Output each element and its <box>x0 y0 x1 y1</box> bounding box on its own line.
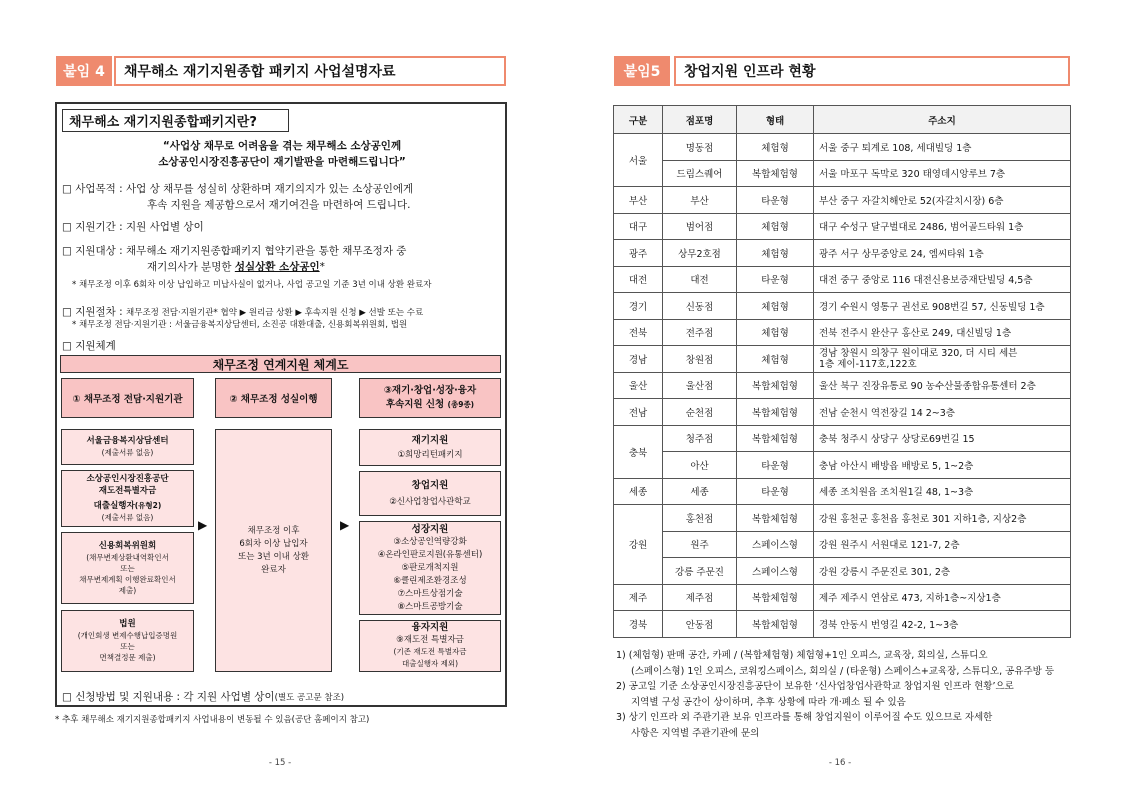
inst-ccrs-sub-1: (채무변제상환내역확인서 <box>86 552 169 562</box>
page-number-16: - 16 - <box>828 758 852 768</box>
cell-address: 서울 중구 퇴계로 108, 세대빌딩 1층 <box>814 134 1071 161</box>
note-1-cont: (스페이스형) 1인 오피스, 코워킹스페이스, 회의실 / (타운형) 스페이스+교육장, 스튜디오, 공유주방 등 <box>631 665 1055 677</box>
cell-store: 안동점 <box>663 611 737 638</box>
support-growth-item-4: ⑥클린제조환경조성 <box>393 575 467 586</box>
target-note: * 채무조정 이후 6회차 이상 납입하고 미납사실이 없거나, 사업 공고일 기준 3년 이내 상환 완료자 <box>72 280 432 290</box>
inst-semas-line-1: 소상공인시장진흥공단 <box>86 474 169 484</box>
condition-line-3: 또는 3년 이내 상환 <box>238 551 309 562</box>
cell-region: 제주 <box>614 584 663 611</box>
cell-address: 전북 전주시 완산구 홍산로 249, 대신빌딩 1층 <box>814 319 1071 346</box>
cell-region: 울산 <box>614 372 663 399</box>
cell-store: 원주 <box>663 531 737 558</box>
table-row <box>614 293 1071 320</box>
inst-court-sub-2: 또는 <box>120 642 135 651</box>
cell-address: 경북 안동시 번영길 42-2, 1~3층 <box>814 611 1071 638</box>
cell-type: 체험형 <box>737 319 814 346</box>
table-row <box>614 478 1071 505</box>
inst-seoul <box>61 429 194 465</box>
cell-type: 타운형 <box>737 187 814 214</box>
cell-store: 강릉 주문진 <box>663 558 737 585</box>
appendix-tag-5: 붙임5 <box>614 56 670 86</box>
table-row <box>614 531 1071 558</box>
support-loan-name: 융자지원 <box>411 622 449 633</box>
address-line-2: 1층 제이-117호,122호 <box>819 358 917 370</box>
inst-semas <box>61 470 194 527</box>
intro-quote <box>62 138 502 170</box>
header-store: 점포명 <box>663 106 737 134</box>
cell-address: 충북 청주시 상당구 상당로69번길 15 <box>814 425 1071 452</box>
note-2: 2) 공고일 기준 소상공인시장진흥공단이 보유한 ‘신사업창업사관학교 창업지원 인프라 현황’으로 <box>616 681 1014 692</box>
inst-ccrs-sub-4: 제출) <box>118 585 137 595</box>
table-row <box>614 134 1071 161</box>
cell-type: 체험형 <box>737 134 814 161</box>
target-highlight: 성실상환 소상공인 <box>234 261 320 273</box>
col1-header: ① 채무조정 전담·지원기관 <box>61 378 194 418</box>
cell-region: 충북 <box>614 425 663 478</box>
support-growth-item-2: ④온라인판로지원(유통센터) <box>377 549 483 560</box>
support-loan <box>359 620 501 672</box>
cell-region: 광주 <box>614 240 663 267</box>
target-line-2: 재기의사가 분명한 <box>147 261 235 273</box>
cell-store: 부산 <box>663 187 737 214</box>
table-row <box>614 319 1071 346</box>
cell-address: 세종 조치원읍 조치원1길 48, 1~3층 <box>814 478 1071 505</box>
cell-type: 복합체험형 <box>737 611 814 638</box>
quote-line-2: 소상공인시장진흥공단이 재기발판을 마련해드립니다” <box>158 156 406 168</box>
repayment-condition <box>215 429 332 672</box>
cell-store: 전주점 <box>663 319 737 346</box>
appendix-tag-4: 붙임 4 <box>56 56 112 86</box>
cell-region: 부산 <box>614 187 663 214</box>
note-3-cont: 사항은 지역별 주관기관에 문의 <box>631 727 760 739</box>
condition-line-4: 완료자 <box>261 564 286 575</box>
cell-store: 아산 <box>663 452 737 479</box>
cell-address: 경기 수원시 영통구 권선로 908번길 57, 신동빌딩 1층 <box>814 293 1071 320</box>
support-startup-item-1: ②신사업창업사관학교 <box>389 496 471 507</box>
procedure-steps: 채무조정 전담·지원기관* 협약 ▶ 원리금 상환 ▶ 후속지원 신청 ▶ 선발 또는 수료 <box>126 308 424 318</box>
cell-address <box>814 346 1071 373</box>
cell-store: 드림스퀘어 <box>663 160 737 187</box>
cell-region: 전남 <box>614 399 663 426</box>
table-row <box>614 505 1071 532</box>
target-block <box>62 243 506 275</box>
support-restart <box>359 429 501 466</box>
cell-address: 대구 수성구 달구벌대로 2486, 범어골드타워 1층 <box>814 213 1071 240</box>
address-line-1: 경남 창원시 의창구 원이대로 320, 더 시티 세븐 <box>819 347 1018 359</box>
cell-region: 경남 <box>614 346 663 373</box>
table-notes <box>616 648 1076 741</box>
table-body <box>614 134 1071 638</box>
table-row <box>614 372 1071 399</box>
cell-address: 부산 중구 자갈치해안로 52(자갈치시장) 6층 <box>814 187 1071 214</box>
table-row <box>614 240 1071 267</box>
table-row <box>614 452 1071 479</box>
cell-address: 충남 아산시 배방읍 배방로 5, 1~2층 <box>814 452 1071 479</box>
cell-region: 세종 <box>614 478 663 505</box>
cell-address: 제주 제주시 연삼로 473, 지하1층~지상1층 <box>814 584 1071 611</box>
col3-header-line-1: ③재기·창업·성장·융자 <box>383 385 477 396</box>
cell-type: 복합체험형 <box>737 160 814 187</box>
support-growth-item-1: ③소상공인역량강화 <box>393 536 467 547</box>
target-asterisk: * <box>319 261 325 273</box>
inst-court-sub-1: (개인회생 변제수행납입증명원 <box>77 631 178 640</box>
support-loan-sub-2: 대출실행자 제외) <box>401 659 459 668</box>
target-line-1: □ 지원대상 : 채무해소 재기지원종합패키지 협약기관을 통한 채무조정자 중 <box>62 245 407 257</box>
cell-type: 타운형 <box>737 478 814 505</box>
diagram-title: 채무조정 연계지원 체계도 <box>60 355 501 373</box>
cell-region: 대전 <box>614 266 663 293</box>
cell-region: 대구 <box>614 213 663 240</box>
inst-seoul-name: 서울금융복지상담센터 <box>86 436 169 446</box>
support-growth-item-3: ⑤판로개척지원 <box>401 562 459 573</box>
cell-store: 범어점 <box>663 213 737 240</box>
cell-store: 창원점 <box>663 346 737 373</box>
system-label: □ 지원체계 <box>62 340 116 352</box>
cell-store: 제주점 <box>663 584 737 611</box>
cell-store: 대전 <box>663 266 737 293</box>
cell-address: 서울 마포구 독막로 320 태영데시앙루브 7층 <box>814 160 1071 187</box>
apply-note: (별도 공고문 참조) <box>274 693 345 703</box>
inst-court-sub-3: 면책결정문 제출) <box>99 653 156 662</box>
header-address: 주소지 <box>814 106 1071 134</box>
cell-store: 청주점 <box>663 425 737 452</box>
inst-court <box>61 610 194 672</box>
inst-ccrs <box>61 532 194 604</box>
cell-type: 체험형 <box>737 240 814 267</box>
col3-header-count: (총9종) <box>447 400 475 409</box>
support-startup-name: 창업지원 <box>411 479 449 491</box>
col3-header-line-2: 후속지원 신청 <box>385 399 448 410</box>
table-row <box>614 160 1071 187</box>
inst-semas-type: (유형2) <box>134 501 162 510</box>
inst-semas-line-3: 대출실행자 <box>93 501 135 511</box>
cell-region: 경기 <box>614 293 663 320</box>
col2-header: ② 채무조정 성실이행 <box>215 378 332 418</box>
cell-address: 강원 강릉시 주문진로 301, 2층 <box>814 558 1071 585</box>
support-growth <box>359 521 501 615</box>
cell-address: 강원 홍천군 홍천읍 홍천로 301 지하1층, 지상2층 <box>814 505 1071 532</box>
note-1: 1) (체험형) 판매 공간, 카페 / (복합체험형) 체험형+1인 오피스, 교육장, 회의실, 스튜디오 <box>616 650 988 661</box>
period-line: □ 지원기간 : 지원 사업별 상이 <box>62 221 204 233</box>
table-row <box>614 425 1071 452</box>
appendix-title-4: 채무해소 재기지원종합 패키지 사업설명자료 <box>114 56 506 86</box>
support-restart-name: 재기지원 <box>411 434 449 446</box>
page-number-15: - 15 - <box>268 758 292 768</box>
cell-type: 복합체험형 <box>737 505 814 532</box>
table-header-row <box>614 106 1071 134</box>
cell-type: 스페이스형 <box>737 558 814 585</box>
purpose-line-1: □ 사업목적 : 사업 상 채무를 성실히 상환하며 재기의지가 있는 소상공인에게 <box>62 183 414 195</box>
apply-line <box>62 685 344 704</box>
cell-store: 명동점 <box>663 134 737 161</box>
table-row <box>614 266 1071 293</box>
purpose-line-2: 후속 지원을 제공함으로서 재기여건을 마련하여 드립니다. <box>147 199 411 211</box>
header-type: 형태 <box>737 106 814 134</box>
footnote: * 추후 채무해소 재기지원종합패키지 사업내용이 변동될 수 있음(공단 홈페이지 참고) <box>55 715 370 725</box>
purpose-block <box>62 181 506 213</box>
cell-address: 강원 원주시 서원대로 121-7, 2층 <box>814 531 1071 558</box>
cell-store: 신동점 <box>663 293 737 320</box>
table-row <box>614 558 1071 585</box>
inst-seoul-sub: (제출서류 없음) <box>101 448 154 457</box>
cell-region: 강원 <box>614 505 663 585</box>
cell-type: 복합체험형 <box>737 372 814 399</box>
table-row <box>614 187 1071 214</box>
procedure-line <box>62 300 423 319</box>
cell-type: 타운형 <box>737 452 814 479</box>
procedure-label: □ 지원절차 : <box>62 306 127 318</box>
cell-address: 울산 북구 진장유통로 90 농수산물종합유통센터 2층 <box>814 372 1071 399</box>
cell-store: 세종 <box>663 478 737 505</box>
cell-type: 타운형 <box>737 266 814 293</box>
header-region: 구분 <box>614 106 663 134</box>
appendix-title-5: 창업지원 인프라 현황 <box>674 56 1070 86</box>
inst-semas-line-2: 재도전특별자금 <box>98 486 157 496</box>
arrow-right-1: ▶ <box>198 518 208 532</box>
cell-type: 체험형 <box>737 293 814 320</box>
cell-type: 복합체험형 <box>737 584 814 611</box>
inst-court-name: 법원 <box>119 619 136 629</box>
table-row <box>614 399 1071 426</box>
cell-store: 순천점 <box>663 399 737 426</box>
note-2-cont: 지역별 구성 공간이 상이하며, 추후 상황에 따라 개·폐소 될 수 있음 <box>631 696 906 708</box>
cell-store: 울산점 <box>663 372 737 399</box>
cell-type: 체험형 <box>737 346 814 373</box>
table-row <box>614 611 1071 638</box>
condition-line-2: 6회차 이상 납입자 <box>239 538 308 549</box>
support-loan-item-1: ⑨재도전 특별자금 <box>396 635 464 645</box>
support-startup <box>359 471 501 516</box>
support-growth-item-5: ⑦스마트상점기술 <box>397 588 463 599</box>
cell-store: 홍천점 <box>663 505 737 532</box>
table-row <box>614 584 1071 611</box>
cell-store: 상무2호점 <box>663 240 737 267</box>
cell-type: 체험형 <box>737 213 814 240</box>
section-heading: 채무해소 재기지원종합패키지란? <box>62 109 289 132</box>
quote-line-1: “사업상 채무로 어려움을 겪는 채무해소 소상공인께 <box>162 140 402 152</box>
support-loan-sub-1: (기존 재도전 특별자금 <box>393 647 467 656</box>
cell-address: 전남 순천시 역전장길 14 2~3층 <box>814 399 1071 426</box>
procedure-note: * 채무조정 전담·지원기관 : 서울금융복지상담센터, 소진공 대환대출, 신용회복위원회, 법원 <box>72 320 408 330</box>
cell-type: 스페이스형 <box>737 531 814 558</box>
cell-region: 서울 <box>614 134 663 187</box>
note-3: 3) 상기 인프라 외 주관기관 보유 인프라를 통해 창업지원이 이루어질 수도 있으므로 자세한 <box>616 712 993 723</box>
table-row <box>614 346 1071 373</box>
cell-region: 경북 <box>614 611 663 638</box>
inst-ccrs-sub-3: 채무변제계획 이행완료확인서 <box>79 574 176 584</box>
col3-header <box>359 378 501 418</box>
apply-text: □ 신청방법 및 지원내용 : 각 지원 사업별 상이 <box>62 691 275 703</box>
cell-address: 대전 중구 중앙로 116 대전신용보증재단빌딩 4,5층 <box>814 266 1071 293</box>
arrow-right-2: ▶ <box>340 518 350 532</box>
inst-semas-sub: (제출서류 없음) <box>101 513 154 522</box>
cell-type: 복합체험형 <box>737 425 814 452</box>
infra-table <box>613 105 1071 638</box>
inst-ccrs-sub-2: 또는 <box>120 563 135 573</box>
support-growth-item-6: ⑧스마트공방기술 <box>397 601 463 612</box>
condition-line-1: 채무조정 이후 <box>247 525 300 536</box>
table-row <box>614 213 1071 240</box>
support-restart-item-1: ①희망리턴패키지 <box>397 449 463 460</box>
support-growth-name: 성장지원 <box>411 523 449 535</box>
cell-region: 전북 <box>614 319 663 346</box>
cell-address: 광주 서구 상무중앙로 24, 엠씨타워 1층 <box>814 240 1071 267</box>
cell-type: 복합체험형 <box>737 399 814 426</box>
inst-ccrs-name: 신용회복위원회 <box>98 540 157 551</box>
